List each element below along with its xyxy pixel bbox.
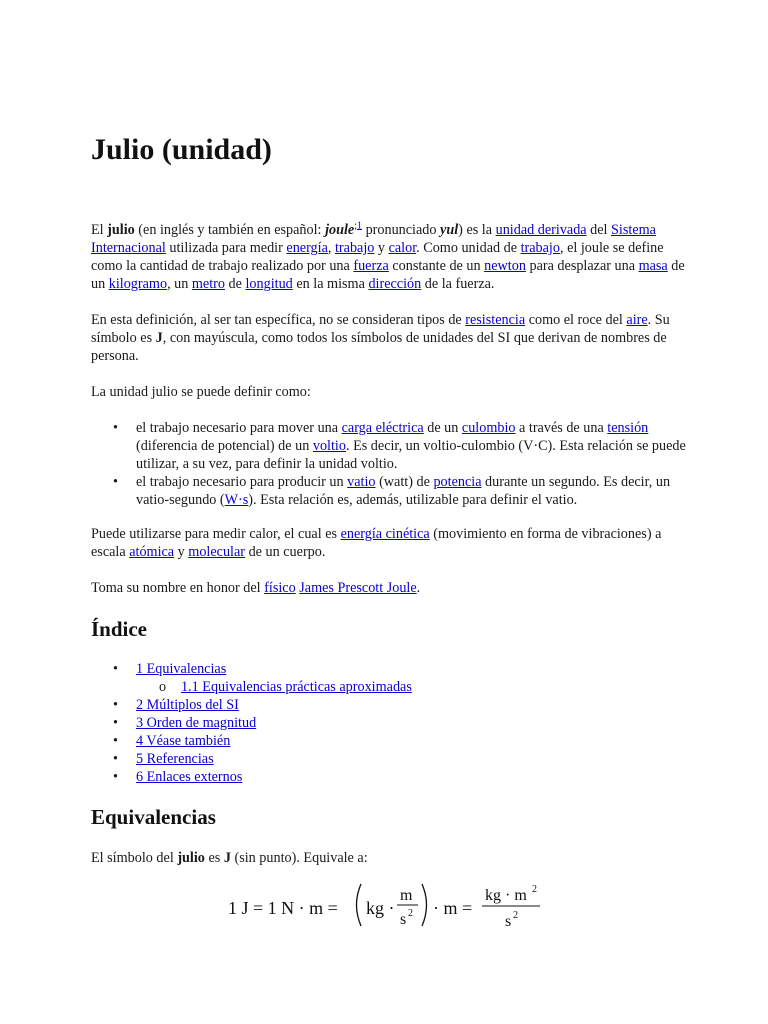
- toc-heading: Índice: [91, 617, 148, 641]
- text: En esta definición, al ser tan específica, no se consideran tipos de: [91, 312, 466, 328]
- link-calor[interactable]: calor: [388, 240, 417, 256]
- toc-subitem: [91, 678, 691, 696]
- text: de un cuerpo.: [245, 544, 326, 560]
- link-aire[interactable]: aire: [626, 312, 648, 328]
- text: , el joule se define como la cantidad de trabajo realizado por una: [91, 240, 664, 274]
- bullet-icon: •: [113, 715, 118, 731]
- link-culombio[interactable]: culombio: [461, 420, 516, 436]
- link-energia-cinetica[interactable]: energía cinética: [340, 526, 430, 542]
- link-molecular[interactable]: molecular: [188, 544, 246, 560]
- link-tension[interactable]: tensión: [607, 420, 649, 436]
- text: y: [374, 240, 389, 256]
- intro-paragraph: El julio (en inglés y también en español: joule$^{;1}$ pronunciado yul) es la unidad derivada del Sistema Internacional utilizada para medir energía, trabajo y calor. Como unidad de trabajo, el joule se define como la cantidad de trabajo realizado por una fuerza constante de un newton para desplazar una masa de un kilogramo, un metro de longitud en la misma dirección de la fuerza.: [91, 220, 685, 292]
- left-paren: [357, 884, 362, 926]
- bold-symbol-j: J: [155, 330, 163, 346]
- honor-paragraph: [91, 579, 691, 597]
- definition-list: [91, 419, 691, 509]
- text: del: [586, 222, 612, 238]
- text: . Es decir, un voltio-culombio (V·C). Esta relación se puede utilizar, a su vez, para definir la unidad voltio.: [136, 438, 686, 472]
- text: de un: [91, 258, 685, 292]
- toc-link-enlaces-externos[interactable]: 6 Enlaces externos: [136, 769, 243, 785]
- text: Puede utilizarse para medir calor, el cual es: [91, 526, 341, 542]
- bullet-icon: •: [113, 661, 118, 677]
- formula-mid: · m =: [433, 898, 473, 918]
- toc-link-orden-magnitud[interactable]: 3 Orden de magnitud: [136, 715, 257, 731]
- text: . Su símbolo es: [91, 312, 670, 346]
- toc-item: [91, 768, 691, 786]
- formula-svg: [228, 880, 558, 930]
- text: ,: [327, 240, 335, 256]
- text: para desplazar una: [525, 258, 639, 274]
- text: Toma su nombre en honor del: [91, 580, 265, 596]
- text: constante de un: [388, 258, 485, 274]
- text: ). Esta relación es, además, utilizable para definir el vatio.: [248, 492, 578, 508]
- text: . Como unidad de: [416, 240, 521, 256]
- text: a través de una: [515, 420, 608, 436]
- toc-item: [91, 696, 691, 714]
- text: es: [204, 850, 224, 866]
- bullet-icon: •: [113, 769, 118, 785]
- formula-kg: kg ·: [366, 898, 395, 918]
- link-energia[interactable]: energía: [286, 240, 328, 256]
- bullet-icon: •: [113, 420, 118, 436]
- footnote-link[interactable]: 1: [357, 220, 363, 232]
- text: utilizada para medir: [165, 240, 287, 256]
- bullet-icon: •: [113, 751, 118, 767]
- text: de un: [423, 420, 462, 436]
- bold-term-yul: yul: [440, 222, 459, 238]
- right-paren: [422, 884, 427, 926]
- toc-link-equivalencias[interactable]: 1 Equivalencias: [136, 661, 227, 677]
- toc-link-referencias[interactable]: 5 Referencias: [136, 751, 214, 767]
- link-potencia[interactable]: potencia: [433, 474, 482, 490]
- link-resistencia[interactable]: resistencia: [465, 312, 526, 328]
- link-newton[interactable]: newton: [484, 258, 526, 274]
- link-trabajo[interactable]: trabajo: [334, 240, 375, 256]
- text: pronunciado: [362, 222, 441, 238]
- link-trabajo-2[interactable]: trabajo: [520, 240, 560, 256]
- bold-term-joule: joule: [325, 222, 355, 238]
- circle-bullet-icon: o: [159, 679, 167, 695]
- bold-term-julio: julio: [177, 850, 205, 866]
- text: El: [91, 222, 108, 238]
- text: de: [224, 276, 246, 292]
- link-fuerza[interactable]: fuerza: [353, 258, 389, 274]
- text: (diferencia de potencial) de un: [136, 438, 313, 454]
- link-fisico[interactable]: físico: [264, 580, 296, 596]
- formula-den-s: s: [505, 913, 512, 930]
- toc-item: [91, 714, 691, 732]
- link-voltio[interactable]: voltio: [312, 438, 346, 454]
- bold-term-julio: julio: [107, 222, 135, 238]
- text: y: [174, 544, 189, 560]
- text: .: [416, 580, 421, 596]
- text: El símbolo del: [91, 850, 178, 866]
- text: (watt) de: [375, 474, 434, 490]
- bullet-icon: •: [113, 474, 118, 490]
- link-carga-electrica[interactable]: carga eléctrica: [341, 420, 424, 436]
- text: durante un segundo. Es decir, un vatio-segundo (: [136, 474, 671, 508]
- formula-exp: 2: [513, 910, 518, 921]
- link-direccion[interactable]: dirección: [368, 276, 422, 292]
- text: en la misma: [292, 276, 369, 292]
- formula-exp: 2: [532, 884, 537, 895]
- text: ) es la: [458, 222, 496, 238]
- joule-formula: [228, 880, 558, 930]
- formula-num-kgm: kg · m: [485, 887, 527, 904]
- page-title: Julio (unidad): [91, 133, 272, 166]
- link-longitud[interactable]: longitud: [245, 276, 293, 292]
- formula-den-s: s: [400, 911, 407, 928]
- link-vatio[interactable]: vatio: [347, 474, 376, 490]
- link-kilogramo[interactable]: kilogramo: [108, 276, 168, 292]
- text: de la fuerza.: [421, 276, 495, 292]
- define-as-paragraph: La unidad julio se puede definir como:: [91, 384, 311, 400]
- list-item: [91, 419, 691, 473]
- formula-exp: 2: [408, 908, 413, 919]
- text: el trabajo necesario para producir un: [136, 474, 348, 490]
- toc-link-multiplos[interactable]: 2 Múltiplos del SI: [136, 697, 239, 713]
- link-james-prescott-joule[interactable]: James Prescott Joule: [299, 580, 417, 596]
- link-sistema-internacional[interactable]: Sistema Internacional: [91, 222, 656, 256]
- link-atomica[interactable]: atómica: [129, 544, 175, 560]
- toc-link-vease-tambien[interactable]: 4 Véase también: [136, 733, 231, 749]
- toc-item: [91, 732, 691, 750]
- bold-symbol-j: J: [223, 850, 231, 866]
- heat-paragraph: [91, 525, 691, 561]
- link-vatio-segundo[interactable]: W·s: [224, 492, 249, 508]
- link-unidad-derivada[interactable]: unidad derivada: [495, 222, 587, 238]
- toc-item: [91, 660, 691, 678]
- text: (movimiento en forma de vibraciones) a escala: [91, 526, 662, 560]
- text: , con mayúscula, como todos los símbolos de unidades del SI que derivan de nombres de persona.: [91, 330, 667, 364]
- link-metro[interactable]: metro: [191, 276, 225, 292]
- formula-num-m: m: [400, 887, 413, 904]
- bullet-icon: •: [113, 697, 118, 713]
- toc-item: [91, 750, 691, 768]
- text: , un: [167, 276, 192, 292]
- text: como el roce del: [525, 312, 627, 328]
- bullet-icon: •: [113, 733, 118, 749]
- definition-paragraph: [91, 311, 691, 365]
- link-masa[interactable]: masa: [638, 258, 668, 274]
- formula-lhs: 1 J = 1 N · m =: [228, 898, 338, 918]
- list-item: [91, 473, 691, 509]
- text: (sin punto). Equivale a:: [230, 850, 368, 866]
- toc-list: [91, 660, 691, 786]
- text: (en inglés y también en español:: [134, 222, 326, 238]
- equivalencias-heading: Equivalencias: [91, 805, 216, 829]
- equivalencias-paragraph: [91, 849, 691, 867]
- text: el trabajo necesario para mover una: [136, 420, 342, 436]
- toc-link-equivalencias-practicas[interactable]: 1.1 Equivalencias prácticas aproximadas: [181, 679, 412, 695]
